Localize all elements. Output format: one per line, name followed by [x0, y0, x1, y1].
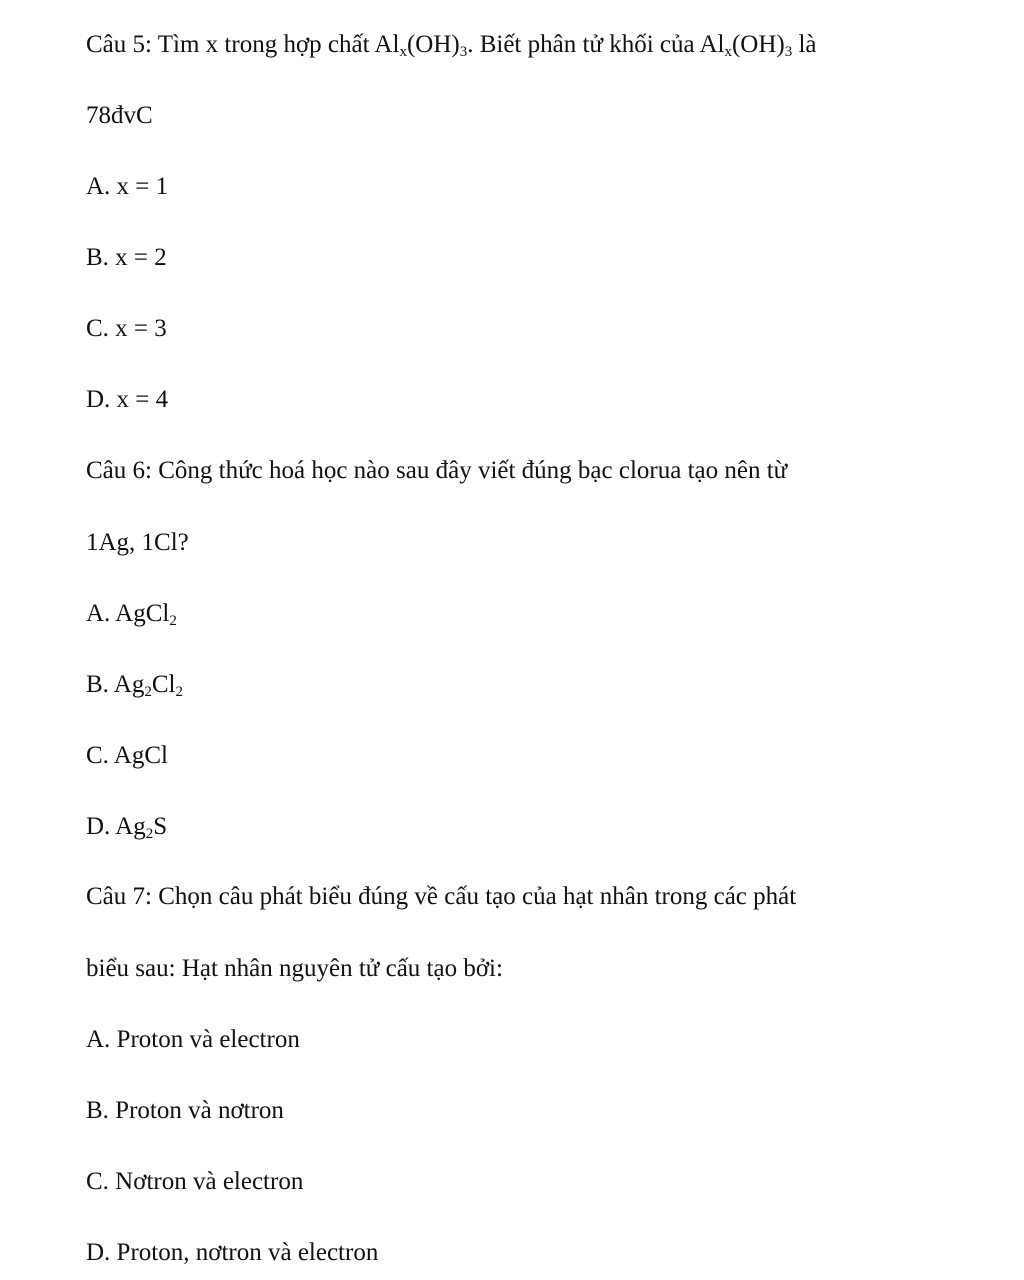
question-5-line-1 [86, 31, 817, 60]
q5-option-c: C. x = 3 [86, 315, 167, 342]
q6-option-b-subscript: 2 [144, 684, 152, 700]
q6-option-c: C. AgCl [86, 742, 168, 769]
q6-option-a-subscript: 2 [169, 613, 177, 629]
q5-subscript: 3 [784, 44, 793, 60]
question-6-line-2: 1Ag, 1Cl? [86, 529, 189, 556]
q7-option-c: C. Nơtron và electron [86, 1168, 304, 1195]
q5-text-part: . Biết phân tử khối của Al [467, 31, 725, 58]
q6-option-b-text: B. Ag [86, 671, 145, 698]
question-6-line-1: Câu 6: Công thức hoá học nào sau đây viết đúng bạc clorua tạo nên từ [86, 457, 788, 484]
q7-option-b: B. Proton và nơtron [86, 1097, 284, 1124]
q5-text-part: Câu 5: Tìm x trong hợp chất Al [86, 31, 400, 58]
question-7-line-2: biểu sau: Hạt nhân nguyên tử cấu tạo bởi: [86, 955, 503, 982]
q5-subscript: x [724, 44, 732, 60]
q6-option-a-text: A. AgCl [86, 600, 170, 627]
q5-subscript: 3 [459, 44, 468, 60]
q6-option-a [86, 600, 177, 629]
q6-option-b [86, 671, 183, 700]
q7-option-d: D. Proton, nơtron và electron [86, 1239, 379, 1266]
q5-text-part: là [792, 31, 817, 58]
q6-option-d [86, 813, 168, 842]
q5-subscript: x [399, 44, 407, 60]
q6-option-d-text: S [153, 813, 168, 840]
q5-text-part: (OH) [731, 31, 785, 58]
q5-text-part: (OH) [406, 31, 460, 58]
q5-option-b: B. x = 2 [86, 244, 167, 271]
q6-option-d-text: D. Ag [86, 813, 146, 840]
q5-option-a: A. x = 1 [86, 173, 169, 200]
question-5-line-2: 78đvC [86, 102, 153, 129]
q6-option-b-subscript: 2 [175, 684, 183, 700]
q6-option-d-subscript: 2 [145, 826, 154, 842]
q6-option-b-text: Cl [151, 671, 176, 698]
q7-option-a: A. Proton và electron [86, 1026, 300, 1053]
q5-option-d: D. x = 4 [86, 386, 169, 413]
question-7-line-1: Câu 7: Chọn câu phát biểu đúng về cấu tạo của hạt nhân trong các phát [86, 883, 797, 910]
